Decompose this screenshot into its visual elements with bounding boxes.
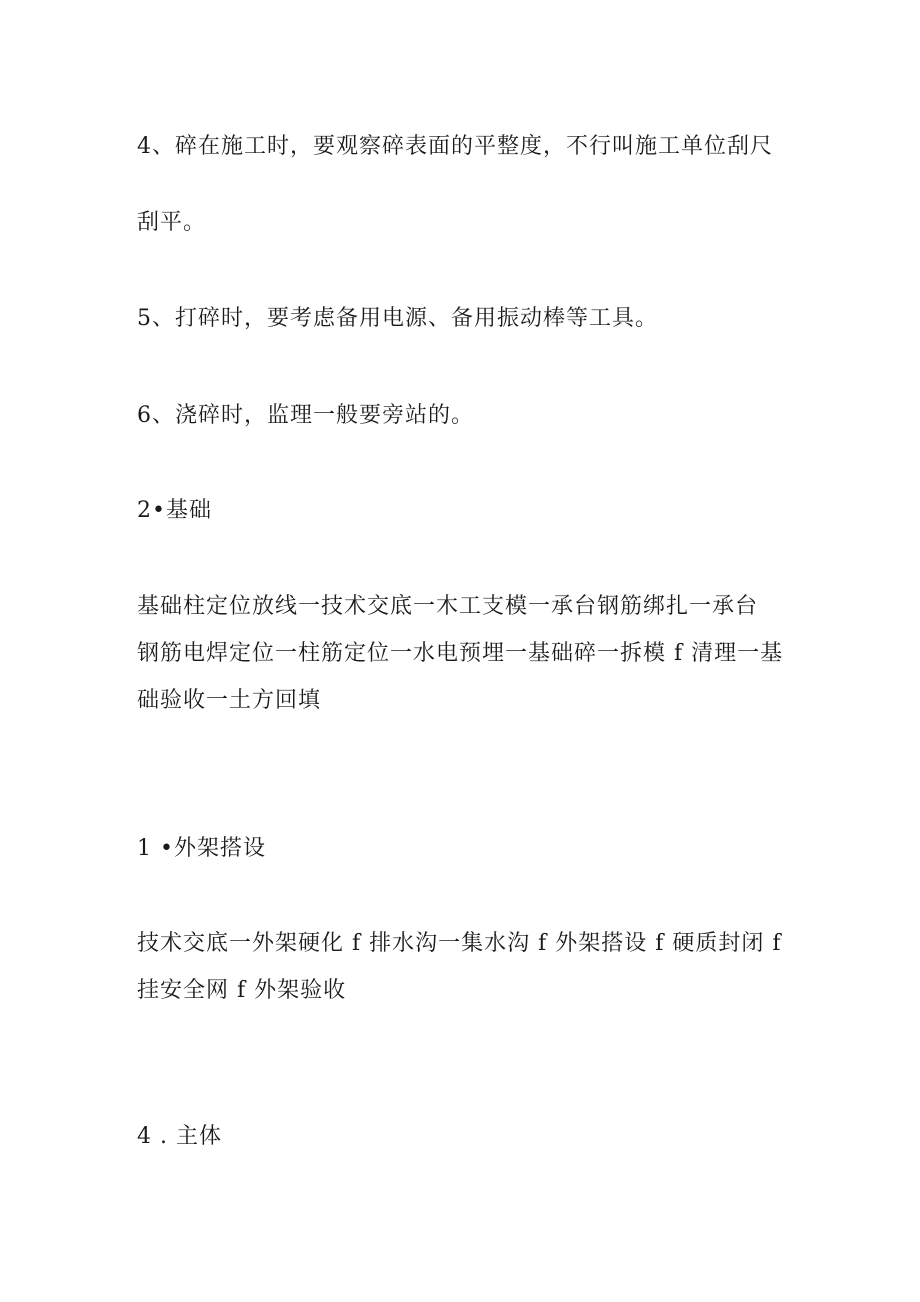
- foundation-process-line-1: 基础柱定位放线一技术交底一木工支模一承台钢筋绑扎一承台: [137, 594, 759, 619]
- section-heading-scaffold: 1 •外架搭设: [137, 836, 266, 861]
- item-4-line-2: 刮平。: [137, 210, 207, 235]
- foundation-process-line-3: 础验收一土方回填: [137, 688, 322, 713]
- item-5: 5、打碎时，要考虑备用电源、备用振动棒等工具。: [137, 306, 658, 331]
- item-6: 6、浇碎时，监理一般要旁站的。: [137, 403, 474, 428]
- section-heading-foundation: 2•基础: [137, 498, 212, 523]
- scaffold-process-line-1: 技术交底一外架硬化 f 排水沟一集水沟 f 外架搭设 f 硬质封闭 f: [137, 931, 782, 956]
- section-heading-main: 4 . 主体: [137, 1124, 222, 1149]
- foundation-process-line-2: 钢筋电焊定位一柱筋定位一水电预埋一基础碎一拆模 f 清理一基: [137, 641, 784, 666]
- item-4-line-1: 4、碎在施工时，要观察碎表面的平整度，不行叫施工单位刮尺: [137, 134, 773, 159]
- scaffold-process-line-2: 挂安全网 f 外架验收: [137, 978, 347, 1003]
